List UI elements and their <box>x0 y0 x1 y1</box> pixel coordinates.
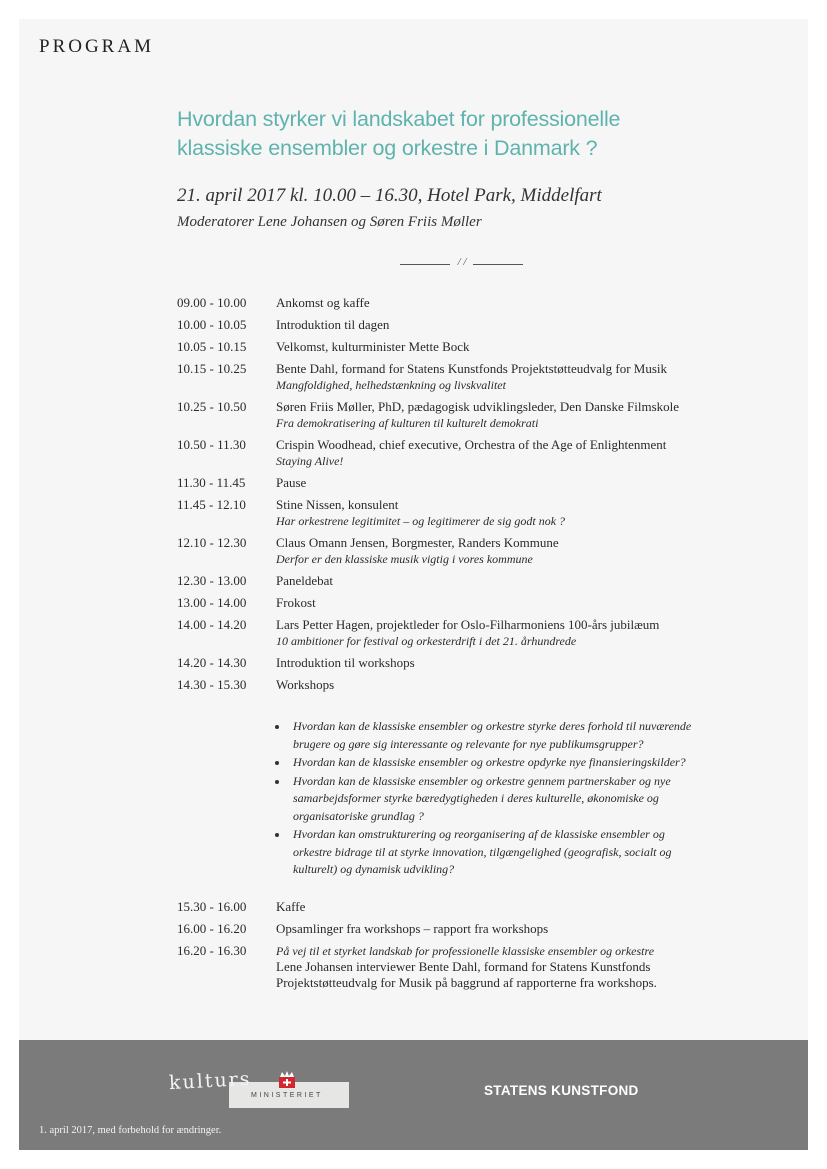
workshop-question-line: samarbejdsformer styrke bæredygtigheden i deres kulturelle, økonomiske og <box>293 791 659 805</box>
schedule-content <box>276 497 777 529</box>
schedule-subtitle: På vej til et styrket landskab for professionelle klassiske ensembler og orkestre <box>276 944 655 958</box>
footer-band <box>19 1040 808 1150</box>
schedule-text: Pause <box>276 475 307 490</box>
workshop-question <box>273 718 753 753</box>
schedule-text: Kaffe <box>276 899 306 914</box>
workshop-question-line: orkestre bidrage til at styrke innovation, tilgængelighed (geografisk, socialt og <box>293 844 672 859</box>
schedule-row <box>177 595 777 611</box>
schedule-content <box>276 339 777 355</box>
workshop-question-line: Hvordan kan de klassiske ensembler og orkestre opdyrke nye finansieringskilder? <box>293 755 686 769</box>
schedule-time: 15.30 - 16.00 <box>177 899 247 914</box>
workshop-question <box>273 754 753 772</box>
schedule-row <box>177 339 777 355</box>
schedule-subtitle: Mangfoldighed, helhedstænkning og livskvalitet <box>276 378 506 392</box>
crown-icon <box>277 1071 297 1089</box>
program-label: PROGRAM <box>39 36 154 57</box>
schedule-subtitle: Fra demokratisering af kulturen til kulturelt demokrati <box>276 416 539 430</box>
schedule-content <box>276 295 777 311</box>
schedule-text: Introduktion til dagen <box>276 317 390 332</box>
schedule-text: Frokost <box>276 595 316 610</box>
bullet-dot-icon <box>275 780 279 784</box>
logo-text: MINISTERIET <box>251 1092 323 1099</box>
schedule-time: 12.30 - 13.00 <box>177 573 247 588</box>
schedule-text: Claus Omann Jensen, Borgmester, Randers Kommune <box>276 535 559 550</box>
section-divider <box>400 256 523 269</box>
schedule-time: 13.00 - 14.00 <box>177 595 247 610</box>
schedule-text: Velkomst, kulturminister Mette Bock <box>276 339 470 354</box>
schedule-content <box>276 655 777 671</box>
schedule-time: 14.30 - 15.30 <box>177 677 247 692</box>
divider-mark: / / <box>457 256 467 268</box>
workshop-question <box>273 773 753 826</box>
schedule-text: Bente Dahl, formand for Statens Kunstfonds Projektstøtteudvalg for Musik <box>276 361 668 376</box>
schedule-content <box>276 921 777 937</box>
divider-line-left <box>400 264 450 265</box>
schedule-content <box>276 899 777 915</box>
schedule-list <box>177 295 777 699</box>
schedule-row <box>177 899 777 915</box>
schedule-time: 12.10 - 12.30 <box>177 535 247 550</box>
workshop-question-line: organisatoriske grundlag ? <box>293 808 424 823</box>
schedule-time: 10.15 - 10.25 <box>177 361 247 376</box>
schedule-text: Stine Nissen, konsulent <box>276 497 399 512</box>
bullet-dot-icon <box>275 725 279 729</box>
workshop-question-line: Hvordan kan de klassiske ensembler og orkestre gennem partnerskaber og nye <box>293 773 671 788</box>
schedule-row <box>177 497 777 529</box>
schedule-text: Opsamlinger fra workshops – rapport fra workshops <box>276 921 549 936</box>
schedule-row <box>177 437 777 469</box>
schedule-time: 10.50 - 11.30 <box>177 437 246 452</box>
schedule-row <box>177 921 777 937</box>
workshop-question-line: Hvordan kan de klassiske ensembler og orkestre styrke deres forhold til nuværende <box>293 719 692 733</box>
schedule-content <box>276 943 777 991</box>
schedule-row <box>177 361 777 393</box>
program-sheet <box>19 19 808 1150</box>
logo-script: kulturs <box>168 1067 253 1095</box>
page-title <box>177 105 797 163</box>
workshop-question-line: kulturelt) og dynamisk udvikling? <box>293 862 455 876</box>
schedule-time: 16.00 - 16.20 <box>177 921 247 936</box>
schedule-text-line: Lene Johansen interviewer Bente Dahl, formand for Statens Kunstfonds <box>276 959 651 974</box>
schedule-content <box>276 437 777 469</box>
statens-kunstfond-logo: STATENS KUNSTFOND <box>484 1083 639 1098</box>
schedule-text: Introduktion til workshops <box>276 655 415 670</box>
schedule-time: 10.05 - 10.15 <box>177 339 247 354</box>
workshop-question-line: brugere og gøre sig interessante og relevante for nye publikumsgrupper? <box>293 736 644 751</box>
schedule-text: Workshops <box>276 677 335 692</box>
schedule-time: 11.30 - 11.45 <box>177 475 246 490</box>
workshop-question-line: Hvordan kan omstrukturering og reorganisering af de klassiske ensembler og <box>293 827 665 841</box>
schedule-content <box>276 595 777 611</box>
schedule-row <box>177 573 777 589</box>
schedule-text: Søren Friis Møller, PhD, pædagogisk udviklingsleder, Den Danske Filmskole <box>276 399 680 414</box>
schedule-row <box>177 677 777 693</box>
schedule-content <box>276 617 777 649</box>
schedule-content <box>276 535 777 567</box>
divider-line-right <box>473 264 523 265</box>
title-line-1: Hvordan styrker vi landskabet for professionelle <box>177 107 621 131</box>
schedule-row <box>177 617 777 649</box>
schedule-subtitle: Har orkestrene legitimitet – og legitimerer de sig godt nok ? <box>276 514 566 528</box>
workshop-questions <box>273 718 753 880</box>
schedule-text: Paneldebat <box>276 573 334 588</box>
schedule-row <box>177 317 777 333</box>
schedule-content <box>276 573 777 589</box>
schedule-time: 14.00 - 14.20 <box>177 617 247 632</box>
schedule-time: 10.00 - 10.05 <box>177 317 247 332</box>
moderators: Moderatorer Lene Johansen og Søren Friis Møller <box>177 214 482 230</box>
bullet-dot-icon <box>275 761 279 765</box>
kulturministeriet-logo <box>168 1067 349 1110</box>
schedule-content <box>276 317 777 333</box>
schedule-row <box>177 399 777 431</box>
schedule-time: 11.45 - 12.10 <box>177 497 246 512</box>
title-line-2: klassiske ensembler og orkestre i Danmark ? <box>177 136 598 160</box>
schedule-text-line: Projektstøtteudvalg for Musik på baggrund af rapporterne fra workshops. <box>276 975 657 990</box>
workshop-question <box>273 826 753 879</box>
schedule-text: Lars Petter Hagen, projektleder for Oslo-Filharmoniens 100-års jubilæum <box>276 617 660 632</box>
schedule-time: 09.00 - 10.00 <box>177 295 247 310</box>
event-date-location: 21. april 2017 kl. 10.00 – 16.30, Hotel Park, Middelfart <box>177 185 602 206</box>
bullet-dot-icon <box>275 833 279 837</box>
schedule-subtitle: Derfor er den klassiske musik vigtig i vores kommune <box>276 552 533 566</box>
schedule-time: 16.20 - 16.30 <box>177 943 247 958</box>
schedule-text: Crispin Woodhead, chief executive, Orchestra of the Age of Enlightenment <box>276 437 667 452</box>
schedule-content <box>276 399 777 431</box>
schedule-row <box>177 475 777 491</box>
schedule-content <box>276 361 777 393</box>
footnote: 1. april 2017, med forbehold for ændringer. <box>39 1125 222 1136</box>
schedule-content <box>276 677 777 693</box>
schedule-row <box>177 535 777 567</box>
schedule-row <box>177 943 777 991</box>
schedule-text: Ankomst og kaffe <box>276 295 370 310</box>
schedule-subtitle: Staying Alive! <box>276 454 344 468</box>
schedule-row <box>177 655 777 671</box>
schedule-list-afternoon <box>177 899 777 997</box>
schedule-time: 10.25 - 10.50 <box>177 399 247 414</box>
schedule-time: 14.20 - 14.30 <box>177 655 247 670</box>
schedule-content <box>276 475 777 491</box>
schedule-row <box>177 295 777 311</box>
schedule-subtitle: 10 ambitioner for festival og orkesterdrift i det 21. århundrede <box>276 634 577 648</box>
